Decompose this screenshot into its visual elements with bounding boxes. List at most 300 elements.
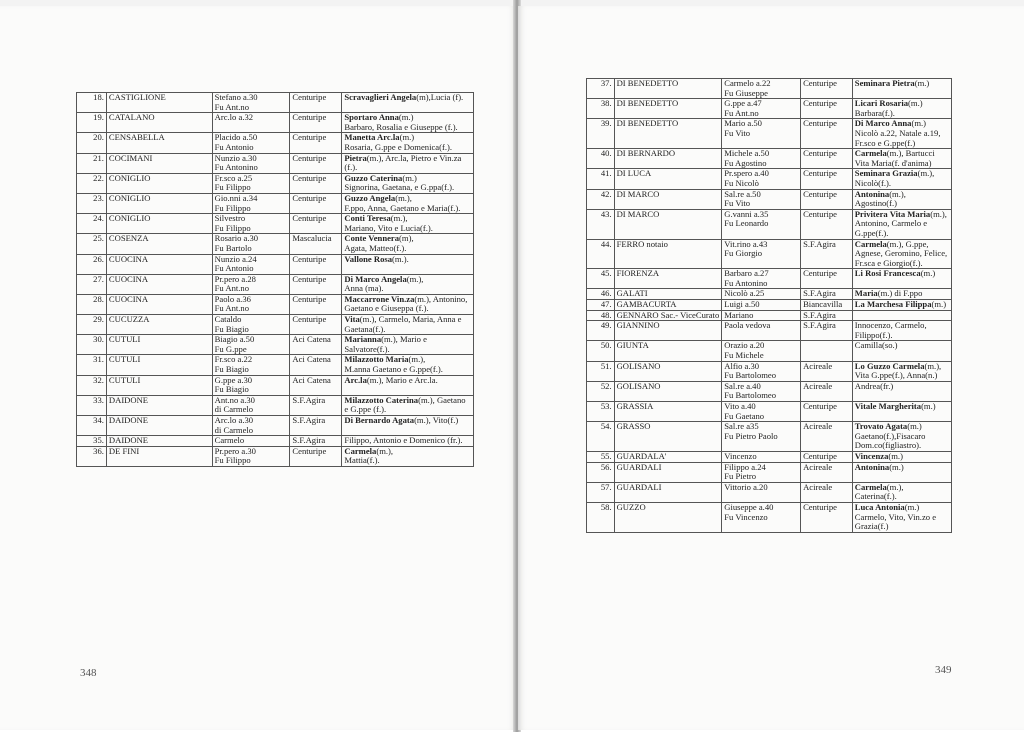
table-row bbox=[587, 99, 952, 119]
given-name-cell: Orazio a.20 Fu Michele bbox=[722, 341, 801, 361]
row-number: 57. bbox=[587, 482, 615, 502]
family-member-name: Di Bernardo Agata bbox=[344, 415, 415, 425]
table-row bbox=[587, 289, 952, 300]
table-row bbox=[77, 193, 474, 213]
family-details: (m.), Nicolò(f.). bbox=[854, 168, 935, 188]
family-cell bbox=[852, 502, 951, 532]
given-name-cell: Barbaro a.27 Fu Antonino bbox=[722, 269, 801, 289]
surname-cell: CONIGLIO bbox=[106, 193, 212, 213]
family-details: Camilla(so.) bbox=[854, 340, 898, 351]
surname-cell: DAIDONE bbox=[106, 436, 212, 447]
family-details: (m), Agata, Matteo(f.). bbox=[344, 233, 414, 253]
place-cell: Acireale bbox=[801, 361, 853, 381]
surname-cell: DI MARCO bbox=[614, 209, 722, 239]
surname-cell: CUOCINA bbox=[106, 274, 212, 294]
place-cell: Centuripe bbox=[801, 149, 853, 169]
place-cell: Centuripe bbox=[801, 502, 853, 532]
family-details: (m.) bbox=[931, 299, 947, 310]
place-cell: Centuripe bbox=[290, 193, 342, 213]
row-number: 58. bbox=[587, 502, 615, 532]
place-cell: Centuripe bbox=[801, 169, 853, 189]
place-cell: Centuripe bbox=[801, 269, 853, 289]
row-number: 47. bbox=[587, 300, 615, 311]
surname-cell: CATALANO bbox=[106, 113, 212, 133]
family-details: (m.), Antonino, Carmelo e G.ppe(f.). bbox=[854, 208, 947, 238]
row-number: 19. bbox=[77, 113, 107, 133]
place-cell bbox=[801, 341, 853, 361]
given-name-cell: Vito a.40 Fu Gaetano bbox=[722, 402, 801, 422]
family-member-name: Carmela bbox=[854, 238, 887, 249]
family-cell bbox=[342, 315, 474, 335]
family-cell bbox=[852, 189, 951, 209]
family-details: (m.). bbox=[392, 253, 409, 264]
place-cell: S.F.Agira bbox=[290, 436, 342, 447]
surname-cell: GIANNINO bbox=[614, 321, 722, 341]
family-cell bbox=[852, 169, 951, 189]
family-member-name: Trovato Agata bbox=[854, 421, 908, 432]
table-row bbox=[77, 395, 474, 415]
row-number: 51. bbox=[587, 361, 615, 381]
given-name-cell: Stefano a.30 Fu Ant.no bbox=[212, 93, 290, 113]
given-name-cell: Silvestro Fu Filippo bbox=[212, 214, 290, 234]
given-name-cell: Alfio a.30 Fu Bartolomeo bbox=[722, 361, 801, 381]
surname-cell: CONIGLIO bbox=[106, 214, 212, 234]
family-details: (m.), F.ppo, Anna, Gaetano e Maria(f.). bbox=[344, 192, 461, 213]
family-cell bbox=[852, 149, 951, 169]
place-cell: Centuripe bbox=[290, 214, 342, 234]
register-table-right-body bbox=[587, 79, 952, 533]
given-name-cell: Pr.pero a.30 Fu Filippo bbox=[212, 446, 290, 466]
row-number: 56. bbox=[587, 462, 615, 482]
family-member-name: Carmela bbox=[854, 148, 887, 159]
place-cell: S.F.Agira bbox=[801, 310, 853, 321]
given-name-cell: Paola vedova bbox=[722, 321, 801, 341]
family-details: (m.) Nicolò a.22, Natale a.19, Fr.sco e G.ppe(f.) bbox=[854, 118, 941, 148]
family-cell bbox=[342, 294, 474, 314]
row-number: 52. bbox=[587, 381, 615, 401]
place-cell: S.F.Agira bbox=[801, 321, 853, 341]
family-member-name: Di Marco Angela bbox=[344, 273, 407, 284]
family-cell bbox=[852, 462, 951, 482]
table-row bbox=[587, 149, 952, 169]
family-cell bbox=[342, 173, 474, 193]
place-cell: S.F.Agira bbox=[801, 289, 853, 300]
place-cell: Acireale bbox=[801, 381, 853, 401]
family-cell bbox=[852, 402, 951, 422]
family-member-name: Sportaro Anna bbox=[344, 112, 399, 123]
row-number: 50. bbox=[587, 341, 615, 361]
table-row bbox=[77, 416, 474, 436]
given-name-cell: G.ppe a.47 Fu Ant.no bbox=[722, 99, 801, 119]
family-details: (m.) bbox=[920, 268, 936, 279]
family-details: Innocenzo, Carmelo, Filippo(f.). bbox=[854, 320, 927, 340]
family-details: (m.), Antonino, Gaetano e Giuseppa (f.). bbox=[344, 293, 468, 314]
given-name-cell: G.vanni a.35 Fu Leonardo bbox=[722, 209, 801, 239]
given-name-cell: Placido a.50 Fu Antonio bbox=[212, 133, 290, 153]
family-details: (m.) Barbaro, Rosalia e Giuseppe (f.). bbox=[344, 112, 458, 132]
register-table-left bbox=[76, 92, 474, 467]
family-member-name: Scravaglieri Angela bbox=[344, 92, 417, 102]
family-details: (m.) Rosaria, G.ppe e Domenica(f.). bbox=[344, 132, 452, 152]
table-row bbox=[587, 310, 952, 321]
family-cell bbox=[852, 321, 951, 341]
surname-cell: GENNARO Sac.- ViceCurato bbox=[614, 310, 722, 321]
given-name-cell: Gio.nni a.34 Fu Filippo bbox=[212, 193, 290, 213]
family-cell bbox=[342, 274, 474, 294]
table-row bbox=[587, 451, 952, 462]
row-number: 30. bbox=[77, 335, 107, 355]
given-name-cell: Carmelo bbox=[212, 436, 290, 447]
surname-cell: DAIDONE bbox=[106, 416, 212, 436]
family-details: (m.) Gaetano(f.),Fisacaro Dom.co(figliastro). bbox=[854, 421, 926, 451]
family-details: (m.) Carmelo, Vito, Vin.zo e Grazia(f.) bbox=[854, 501, 937, 532]
row-number: 38. bbox=[587, 99, 615, 119]
table-row bbox=[587, 502, 952, 532]
table-row bbox=[77, 355, 474, 375]
row-number: 45. bbox=[587, 269, 615, 289]
place-cell: Centuripe bbox=[290, 113, 342, 133]
row-number: 31. bbox=[77, 355, 107, 375]
family-cell bbox=[342, 153, 474, 173]
family-member-name: Privitera Vita Maria bbox=[854, 208, 931, 219]
place-cell: Centuripe bbox=[290, 133, 342, 153]
family-cell bbox=[342, 436, 474, 447]
given-name-cell: Cataldo Fu Biagio bbox=[212, 315, 290, 335]
family-member-name: Marianna bbox=[344, 334, 382, 345]
family-cell bbox=[342, 375, 474, 395]
place-cell: Aci Catena bbox=[290, 355, 342, 375]
family-cell bbox=[852, 99, 951, 119]
family-cell bbox=[342, 335, 474, 355]
family-details: (m.), Arc.la, Pietro e Vin.za (f.). bbox=[344, 152, 462, 173]
table-row bbox=[77, 93, 474, 113]
family-details: (m.) Signorina, Gaetana, e G.ppa(f.). bbox=[344, 172, 455, 193]
given-name-cell: Vit.rino a.43 Fu Giorgio bbox=[722, 239, 801, 269]
table-row bbox=[77, 153, 474, 173]
family-member-name: Arc.la bbox=[344, 374, 367, 385]
place-cell: Centuripe bbox=[290, 274, 342, 294]
family-cell bbox=[852, 119, 951, 149]
family-details: (m.), Mariano, Vito e Lucia(f.). bbox=[344, 213, 433, 233]
family-cell bbox=[852, 310, 951, 321]
table-row bbox=[77, 254, 474, 274]
row-number: 28. bbox=[77, 294, 107, 314]
table-row bbox=[587, 189, 952, 209]
table-row bbox=[587, 169, 952, 189]
given-name-cell: Filippo a.24 Fu Pietro bbox=[722, 462, 801, 482]
place-cell: Centuripe bbox=[290, 93, 342, 113]
family-member-name: Milazzotto Maria bbox=[344, 354, 409, 365]
table-row bbox=[587, 300, 952, 311]
family-details: (m.) bbox=[921, 401, 936, 411]
place-cell: Acireale bbox=[801, 482, 853, 502]
row-number: 21. bbox=[77, 153, 107, 173]
surname-cell: COCIMANI bbox=[106, 153, 212, 173]
given-name-cell: Mario a.50 Fu Vito bbox=[722, 119, 801, 149]
family-member-name: Licari Rosaria bbox=[854, 98, 909, 109]
given-name-cell: Arc.lo a.30 di Carmelo bbox=[212, 416, 290, 436]
family-member-name: Milazzotto Caterina bbox=[344, 394, 419, 405]
place-cell: Mascalucia bbox=[290, 234, 342, 254]
surname-cell: GUZZO bbox=[614, 502, 722, 532]
table-row bbox=[587, 402, 952, 422]
family-member-name: Antonina bbox=[854, 461, 890, 472]
row-number: 36. bbox=[77, 446, 107, 466]
surname-cell: CUOCINA bbox=[106, 254, 212, 274]
table-row bbox=[587, 269, 952, 289]
family-member-name: Luca Antonia bbox=[854, 501, 905, 512]
table-row bbox=[587, 79, 952, 99]
given-name-cell: Sal.re a.40 Fu Bartolomeo bbox=[722, 381, 801, 401]
family-member-name: Vita bbox=[344, 314, 360, 325]
family-member-name: Seminara Grazia bbox=[854, 168, 918, 179]
row-number: 44. bbox=[587, 239, 615, 269]
surname-cell: GUARDALI bbox=[614, 482, 722, 502]
place-cell: Aci Catena bbox=[290, 375, 342, 395]
given-name-cell: Giuseppe a.40 Fu Vincenzo bbox=[722, 502, 801, 532]
family-cell bbox=[342, 113, 474, 133]
family-details: (m.) di F.ppo bbox=[877, 288, 923, 299]
given-name-cell: Fr.sco a.25 Fu Filippo bbox=[212, 173, 290, 193]
place-cell: S.F.Agira bbox=[290, 395, 342, 415]
family-details: (m.), M.anna Gaetano e G.ppe(f.). bbox=[344, 354, 443, 375]
given-name-cell: Mariano bbox=[722, 310, 801, 321]
place-cell: Aci Catena bbox=[290, 335, 342, 355]
family-cell bbox=[852, 289, 951, 300]
place-cell: Centuripe bbox=[801, 119, 853, 149]
row-number: 26. bbox=[77, 254, 107, 274]
family-member-name: Li Rosi Francesca bbox=[854, 268, 921, 279]
given-name-cell: Nunzio a.30 Fu Antonino bbox=[212, 153, 290, 173]
family-cell bbox=[342, 93, 474, 113]
place-cell: S.F.Agira bbox=[801, 239, 853, 269]
family-details: (m.), Bartucci Vita Maria(f. d'anima) bbox=[854, 148, 935, 168]
family-cell bbox=[852, 341, 951, 361]
family-cell bbox=[342, 234, 474, 254]
given-name-cell: Pr.pero a.28 Fu Ant.no bbox=[212, 274, 290, 294]
given-name-cell: G.ppe a.30 Fu Biagio bbox=[212, 375, 290, 395]
family-member-name: Carmela bbox=[344, 445, 377, 456]
family-details: (m.), Mario e Arc.la. bbox=[366, 374, 438, 385]
surname-cell: FIORENZA bbox=[614, 269, 722, 289]
family-member-name: Maccarrone Vin.za bbox=[344, 293, 415, 304]
place-cell: Centuripe bbox=[290, 315, 342, 335]
family-cell bbox=[342, 355, 474, 375]
family-cell bbox=[852, 209, 951, 239]
family-member-name: La Marchesa Filippa bbox=[854, 299, 932, 310]
table-row bbox=[587, 341, 952, 361]
given-name-cell: Biagio a.50 Fu G.ppe bbox=[212, 335, 290, 355]
family-cell bbox=[852, 482, 951, 502]
given-name-cell: Paolo a.36 Fu Ant.no bbox=[212, 294, 290, 314]
family-details: (m.), Mario e Salvatore(f.). bbox=[344, 334, 427, 354]
surname-cell: GOLISANO bbox=[614, 361, 722, 381]
family-details: (m.) Barbara(f.). bbox=[854, 98, 923, 118]
place-cell: Centuripe bbox=[801, 451, 853, 462]
given-name-cell: Arc.lo a.32 bbox=[212, 113, 290, 133]
given-name-cell: Nicolò a.25 bbox=[722, 289, 801, 300]
place-cell: Centuripe bbox=[290, 153, 342, 173]
family-details: (m.), Vita G.ppe(f.), Anna(n.) bbox=[854, 360, 942, 381]
surname-cell: GRASSO bbox=[614, 422, 722, 452]
family-details: (m.), Agostino(f.) bbox=[854, 188, 906, 209]
place-cell: S.F.Agira bbox=[290, 416, 342, 436]
family-details: Filippo, Antonio e Domenico (fr.). bbox=[344, 435, 463, 446]
surname-cell: DE FINI bbox=[106, 446, 212, 466]
table-row bbox=[587, 209, 952, 239]
row-number: 27. bbox=[77, 274, 107, 294]
surname-cell: GAMBACURTA bbox=[614, 300, 722, 311]
family-details: (m.) bbox=[914, 78, 930, 88]
row-number: 18. bbox=[77, 93, 107, 113]
surname-cell: CUTULI bbox=[106, 375, 212, 395]
family-member-name: Vincenza bbox=[854, 450, 889, 461]
family-cell bbox=[342, 446, 474, 466]
row-number: 24. bbox=[77, 214, 107, 234]
register-table-right bbox=[586, 78, 952, 533]
surname-cell: CENSABELLA bbox=[106, 133, 212, 153]
family-cell bbox=[852, 451, 951, 462]
table-row bbox=[587, 381, 952, 401]
row-number: 49. bbox=[587, 321, 615, 341]
row-number: 40. bbox=[587, 149, 615, 169]
row-number: 34. bbox=[77, 416, 107, 436]
place-cell: Centuripe bbox=[290, 446, 342, 466]
given-name-cell: Sal.re a.50 Fu Vito bbox=[722, 189, 801, 209]
place-cell: Centuripe bbox=[290, 173, 342, 193]
row-number: 33. bbox=[77, 395, 107, 415]
family-cell bbox=[852, 300, 951, 311]
place-cell: Centuripe bbox=[801, 402, 853, 422]
surname-cell: DI BENEDETTO bbox=[614, 119, 722, 149]
row-number: 32. bbox=[77, 375, 107, 395]
surname-cell: DAIDONE bbox=[106, 395, 212, 415]
row-number: 54. bbox=[587, 422, 615, 452]
surname-cell: GIUNTA bbox=[614, 341, 722, 361]
given-name-cell: Luigi a.50 bbox=[722, 300, 801, 311]
family-member-name: Carmela bbox=[854, 481, 887, 492]
family-cell bbox=[342, 214, 474, 234]
surname-cell: CUTULI bbox=[106, 355, 212, 375]
surname-cell: CUCUZZA bbox=[106, 315, 212, 335]
family-cell bbox=[342, 395, 474, 415]
table-row bbox=[77, 436, 474, 447]
page-number-left: 348 bbox=[80, 667, 97, 679]
family-cell bbox=[342, 254, 474, 274]
surname-cell: DI LUCA bbox=[614, 169, 722, 189]
table-row bbox=[77, 274, 474, 294]
surname-cell: CONIGLIO bbox=[106, 173, 212, 193]
place-cell: Centuripe bbox=[290, 254, 342, 274]
row-number: 29. bbox=[77, 315, 107, 335]
given-name-cell: Nunzio a.24 Fu Antonio bbox=[212, 254, 290, 274]
family-member-name: Seminara Pietra bbox=[854, 78, 915, 88]
table-row bbox=[77, 446, 474, 466]
given-name-cell: Michele a.50 Fu Agostino bbox=[722, 149, 801, 169]
surname-cell: GUARDALI bbox=[614, 462, 722, 482]
table-row bbox=[77, 294, 474, 314]
row-number: 39. bbox=[587, 119, 615, 149]
register-table-left-body bbox=[77, 93, 474, 467]
surname-cell: GUARDALA' bbox=[614, 451, 722, 462]
family-details: (m.), Anna (ma). bbox=[344, 273, 424, 294]
row-number: 43. bbox=[587, 209, 615, 239]
table-row bbox=[587, 361, 952, 381]
surname-cell: DI BERNARDO bbox=[614, 149, 722, 169]
family-details: (m.), Mattia(f.). bbox=[344, 445, 394, 466]
table-row bbox=[587, 321, 952, 341]
family-member-name: Guzzo Angela bbox=[344, 192, 396, 203]
table-row bbox=[77, 234, 474, 254]
row-number: 48. bbox=[587, 310, 615, 321]
table-row bbox=[587, 462, 952, 482]
place-cell: Centuripe bbox=[801, 99, 853, 119]
family-member-name: Antonina bbox=[854, 188, 890, 199]
given-name-cell: Vincenzo bbox=[722, 451, 801, 462]
family-details: Andrea(fr.) bbox=[854, 380, 894, 391]
given-name-cell: Fr.sco a.22 Fu Biagio bbox=[212, 355, 290, 375]
family-member-name: Manetta Arc.la bbox=[344, 132, 400, 143]
table-row bbox=[587, 119, 952, 149]
family-member-name: Lo Guzzo Carmela bbox=[854, 360, 925, 371]
family-cell bbox=[342, 193, 474, 213]
table-row bbox=[77, 315, 474, 335]
surname-cell: CUOCINA bbox=[106, 294, 212, 314]
family-member-name: Vitale Margherita bbox=[854, 401, 922, 411]
family-details: (m),Lucia (f). bbox=[416, 92, 464, 102]
surname-cell: GRASSIA bbox=[614, 402, 722, 422]
table-row bbox=[77, 113, 474, 133]
row-number: 53. bbox=[587, 402, 615, 422]
row-number: 42. bbox=[587, 189, 615, 209]
family-member-name: Conte Vennera bbox=[344, 233, 400, 244]
row-number: 41. bbox=[587, 169, 615, 189]
table-row bbox=[77, 214, 474, 234]
family-details: (m.), Gaetano e G.ppe (f.). bbox=[344, 394, 466, 415]
place-cell: Centuripe bbox=[290, 294, 342, 314]
family-cell bbox=[852, 381, 951, 401]
page-number-right: 349 bbox=[935, 664, 952, 676]
row-number: 37. bbox=[587, 79, 615, 99]
family-member-name: Di Marco Anna bbox=[854, 118, 912, 129]
family-member-name: Maria bbox=[854, 288, 878, 299]
family-member-name: Vallone Rosa bbox=[344, 253, 393, 264]
family-cell bbox=[852, 361, 951, 381]
surname-cell: DI MARCO bbox=[614, 189, 722, 209]
table-row bbox=[77, 173, 474, 193]
place-cell: Centuripe bbox=[801, 209, 853, 239]
row-number: 23. bbox=[77, 193, 107, 213]
family-cell bbox=[852, 79, 951, 99]
given-name-cell: Pr.spero a.40 Fu Nicolò bbox=[722, 169, 801, 189]
row-number: 20. bbox=[77, 133, 107, 153]
table-row bbox=[77, 375, 474, 395]
family-details: (m.), Carmelo, Maria, Anna e Gaetana(f.). bbox=[344, 314, 462, 334]
table-row bbox=[77, 133, 474, 153]
family-member-name: Guzzo Caterina bbox=[344, 172, 403, 183]
surname-cell: DI BENEDETTO bbox=[614, 99, 722, 119]
family-details: (m.), Caterina(f.). bbox=[854, 481, 904, 502]
family-member-name: Pietra bbox=[344, 152, 367, 163]
place-cell: Acireale bbox=[801, 422, 853, 452]
place-cell: Centuripe bbox=[801, 79, 853, 99]
row-number: 46. bbox=[587, 289, 615, 300]
family-cell bbox=[852, 269, 951, 289]
row-number: 35. bbox=[77, 436, 107, 447]
family-details: (m.), Vito(f.) bbox=[414, 415, 459, 425]
given-name-cell: Ant.no a.30 di Carmelo bbox=[212, 395, 290, 415]
given-name-cell: Rosario a.30 Fu Bartolo bbox=[212, 234, 290, 254]
